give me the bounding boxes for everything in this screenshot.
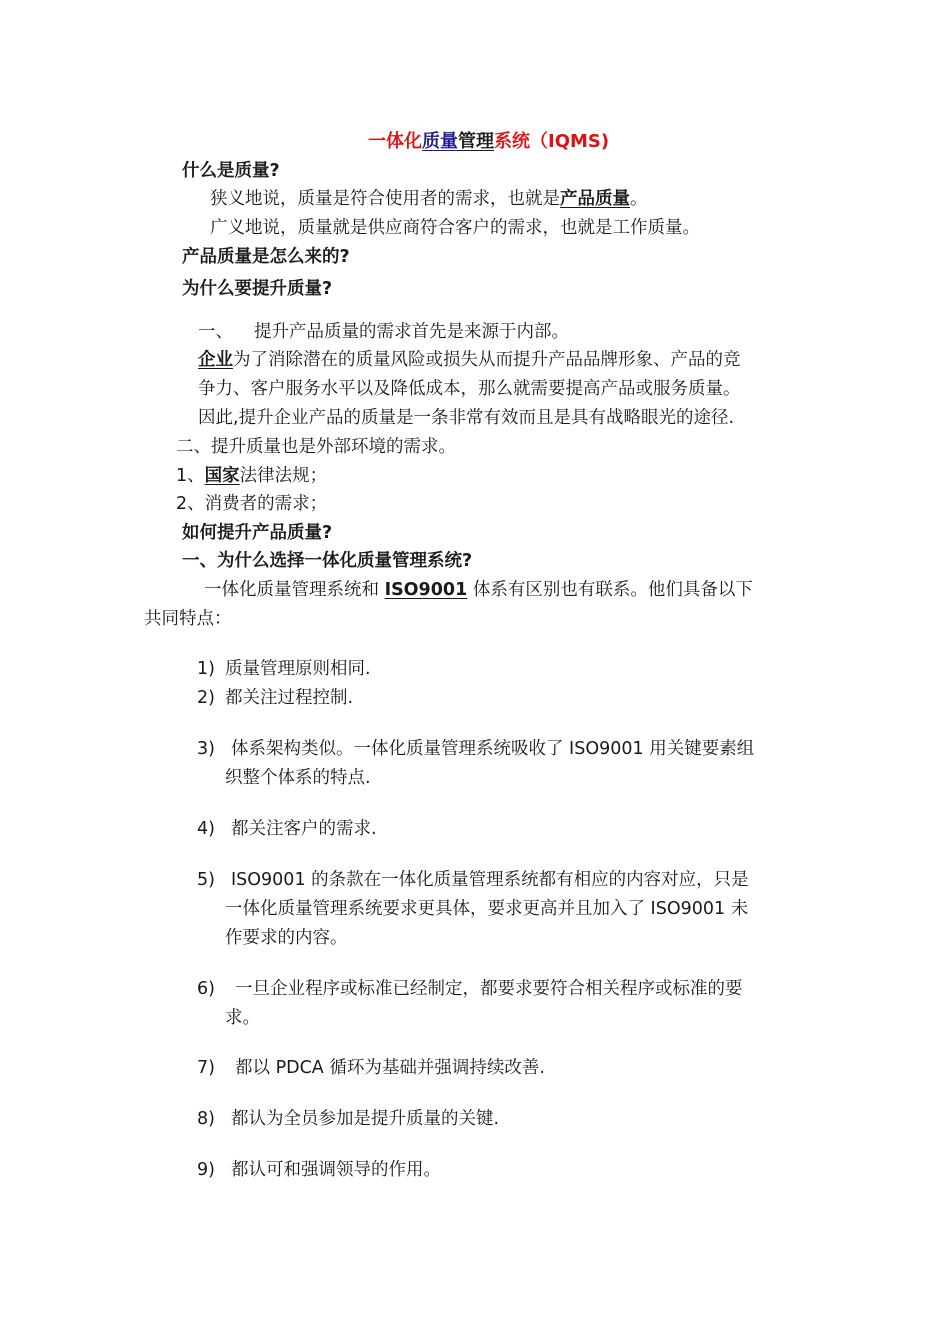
intro-line-2: 共同特点：: [144, 609, 232, 629]
text-segment: 法律法规；: [239, 466, 328, 486]
list-item: [197, 1158, 441, 1182]
list-text: 体系架构类似。一体化质量管理系统吸收了 ISO9001 用关键要素组: [231, 739, 755, 759]
external-item-1: [176, 464, 327, 488]
list-item: [197, 868, 749, 892]
reason-internal-line-3: 因此,提升企业产品的质量是一条非常有效而且是具有战略眼光的途径.: [198, 408, 735, 428]
list-text: 质量管理原则相同.: [225, 659, 371, 679]
text-segment: 狭义地说，质量是符合使用者的需求，也就是: [210, 189, 560, 209]
list-marker: 1、: [176, 466, 205, 486]
heading-how-improve: 如何提升产品质量?: [182, 523, 333, 543]
text-segment: 。: [630, 189, 648, 209]
list-text: 都以 PDCA 循环为基础并强调持续改善.: [235, 1058, 545, 1078]
list-item-continuation: 作要求的内容。: [225, 928, 348, 948]
list-number: 8): [197, 1109, 215, 1129]
list-marker: 一、: [198, 322, 233, 342]
list-number: 2): [197, 688, 215, 708]
list-item-continuation: 织整个体系的特点.: [225, 768, 371, 788]
list-item: [197, 817, 377, 841]
list-number: 1): [197, 659, 215, 679]
list-number: 7): [197, 1058, 215, 1078]
heading-quality-origin: 产品质量是怎么来的?: [182, 247, 350, 267]
title-segment-link[interactable]: 管理: [458, 131, 494, 152]
list-text: 都认为全员参加是提升质量的关键.: [231, 1109, 500, 1129]
heading-what-is-quality: 什么是质量?: [182, 161, 280, 181]
text-segment: 体系有区别也有联系。他们具备以下: [467, 580, 753, 600]
list-item: [197, 1107, 499, 1131]
reason-internal-line-2: 争力、客户服务水平以及降低成本，那么就需要提高产品或服务质量。: [198, 379, 741, 399]
title-segment: 一体化: [368, 131, 422, 152]
list-number: 6): [197, 979, 215, 999]
list-item: [197, 977, 743, 1001]
list-item-continuation: 一体化质量管理系统要求更具体，要求更高并且加入了 ISO9001 未: [225, 899, 749, 919]
list-item: [197, 1056, 545, 1080]
list-text: 都关注过程控制.: [225, 688, 354, 708]
list-text: 一旦企业程序或标准已经制定，都要求要符合相关程序或标准的要: [235, 979, 743, 999]
list-number: 9): [197, 1160, 215, 1180]
document-title: [368, 130, 609, 154]
list-number: 3): [197, 739, 215, 759]
reason-external-heading: 二、提升质量也是外部环境的需求。: [176, 437, 456, 457]
national-link[interactable]: 国家: [204, 466, 240, 486]
list-item: [197, 657, 371, 681]
text-segment: 为了消除潜在的质量风险或损失从而提升产品品牌形象、产品的竞: [233, 350, 741, 370]
product-quality-link[interactable]: 产品质量: [560, 189, 630, 209]
title-segment: 系统（IQMS): [494, 131, 610, 152]
paragraph-broad-definition: 广义地说，质量就是供应商符合客户的需求，也就是工作质量。: [210, 218, 700, 238]
list-text: ISO9001 的条款在一体化质量管理系统都有相应的内容对应，只是: [231, 870, 749, 890]
list-item: [197, 686, 353, 710]
reason-internal-heading: [198, 320, 569, 344]
external-item-2: 2、消费者的需求；: [176, 494, 328, 514]
title-segment-link[interactable]: 质量: [422, 131, 458, 152]
text-segment: 一体化质量管理系统和: [204, 580, 385, 600]
list-text: 都认可和强调领导的作用。: [231, 1160, 441, 1180]
text-segment: 提升产品质量的需求首先是来源于内部。: [254, 322, 569, 342]
reason-internal-line-1: [198, 348, 741, 372]
list-text: 都关注客户的需求.: [231, 819, 377, 839]
iso9001-link[interactable]: ISO9001: [384, 580, 468, 600]
intro-line-1: [204, 578, 753, 602]
paragraph-narrow-definition: [210, 187, 648, 211]
list-item-continuation: 求。: [225, 1008, 260, 1028]
heading-why-iqms: 一、为什么选择一体化质量管理系统?: [182, 551, 473, 571]
list-item: [197, 737, 754, 761]
heading-why-improve: 为什么要提升质量?: [182, 279, 333, 299]
list-number: 4): [197, 819, 215, 839]
enterprise-link[interactable]: 企业: [198, 350, 233, 370]
list-number: 5): [197, 870, 215, 890]
